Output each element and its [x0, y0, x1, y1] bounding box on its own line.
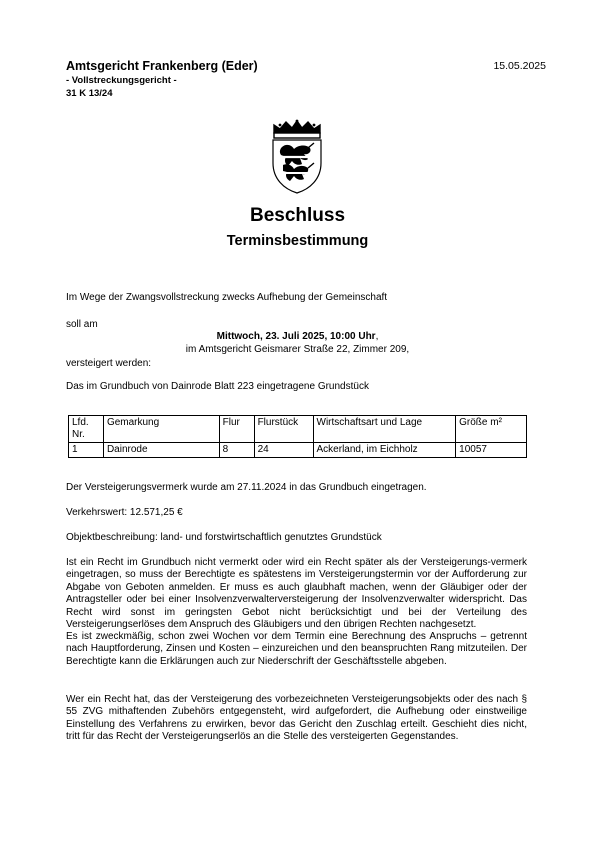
column-header: Lfd. Nr. [69, 416, 104, 443]
court-department: - Vollstreckungsgericht - [66, 75, 177, 86]
intro-text: Im Wege der Zwangsvollstreckung zwecks Aufhebung der Gemeinschaft [66, 292, 388, 303]
appointment-date-suffix: , [375, 331, 379, 342]
appointment-place: im Amtsgericht Geismarer Straße 22, Zimmer 209, [185, 344, 410, 355]
paragraph-einstellung: Wer ein Recht hat, das der Versteigerung des vorbezeichneten Versteigerungsobjekts oder des nach § 55 ZVG mithaftenden Zubehörs entgegensteht, wird aufgefordert, die Aufhebung oder einstweilige Einstellung des Verfahrens zu erwirken, bevor das Gericht den Zuschlag erteilt. Geschieht dies nicht, tritt für das Recht der Versteigerungserlös an die Stelle des versteigerten Gegenstandes. [66, 694, 527, 743]
verkehrswert-text: Verkehrswert: 12.571,25 € [66, 507, 183, 518]
versteigerungsvermerk-text: Der Versteigerungsvermerk wurde am 27.11.2024 in das Grundbuch eingetragen. [66, 482, 427, 493]
grundbuch-text: Das im Grundbuch von Dainrode Blatt 223 eingetragene Grundstück [66, 381, 369, 392]
objektbeschreibung-text: Objektbeschreibung: land- und forstwirtschaftlich genutztes Grundstück [66, 532, 382, 543]
paragraph-berechnung: Es ist zweckmäßig, schon zwei Wochen vor dem Termin eine Berechnung des Anspruchs – getrennt nach Hauptforderung, Zinsen und Kosten – einzureichen und den beanspruchten Rang mitzuteilen. Der Berechtigte kann die Erklärungen auch zur Niederschrift der Geschäftsstelle abgeben. [66, 631, 527, 667]
hessen-coat-of-arms-icon [268, 119, 326, 195]
versteigert-text: versteigert werden: [66, 358, 152, 369]
column-header: Wirtschaftsart und Lage [313, 416, 456, 443]
table-cell: Ackerland, im Eichholz [313, 443, 456, 458]
appointment-date: Mittwoch, 23. Juli 2025, 10:00 Uhr [216, 331, 376, 342]
paragraph-anmeldung: Ist ein Recht im Grundbuch nicht vermerkt oder wird ein Recht später als der Versteigerungs-vermerk eingetragen, so muss der Berechtigte es spätestens im Versteigerungstermin vor der Aufforderung zur Abgabe von Geboten anmelden. Er muss es auch glaubhaft machen, wenn der Gläubiger oder der Antragsteller oder bei einer Insolvenzverwalterversteigerung der Insolvenzverwalter widerspricht. Das Recht wird sonst im geringsten Gebot nicht berücksichtigt und bei der Verteilung des Versteigerungserlöses dem Anspruch des Gläubigers und den übrigen Rechten nachgesetzt. [66, 557, 527, 631]
column-header: Gemarkung [103, 416, 219, 443]
case-number: 31 K 13/24 [66, 88, 113, 99]
document-title: Beschluss [249, 205, 346, 226]
document-date: 15.05.2025 [493, 60, 546, 72]
property-table [68, 415, 527, 458]
column-header: Flurstück [254, 416, 313, 443]
appointment-datetime [0, 331, 595, 344]
soll-am-text: soll am [66, 319, 98, 330]
table-row [69, 443, 527, 458]
column-header: Größe m² [456, 416, 527, 443]
table-cell: 1 [69, 443, 104, 458]
document-subtitle: Terminsbestimmung [226, 233, 369, 249]
table-cell: Dainrode [103, 443, 219, 458]
table-cell: 10057 [456, 443, 527, 458]
table-cell: 8 [219, 443, 254, 458]
column-header: Flur [219, 416, 254, 443]
table-cell: 24 [254, 443, 313, 458]
table-header-row [69, 416, 527, 443]
court-name: Amtsgericht Frankenberg (Eder) [66, 59, 258, 73]
